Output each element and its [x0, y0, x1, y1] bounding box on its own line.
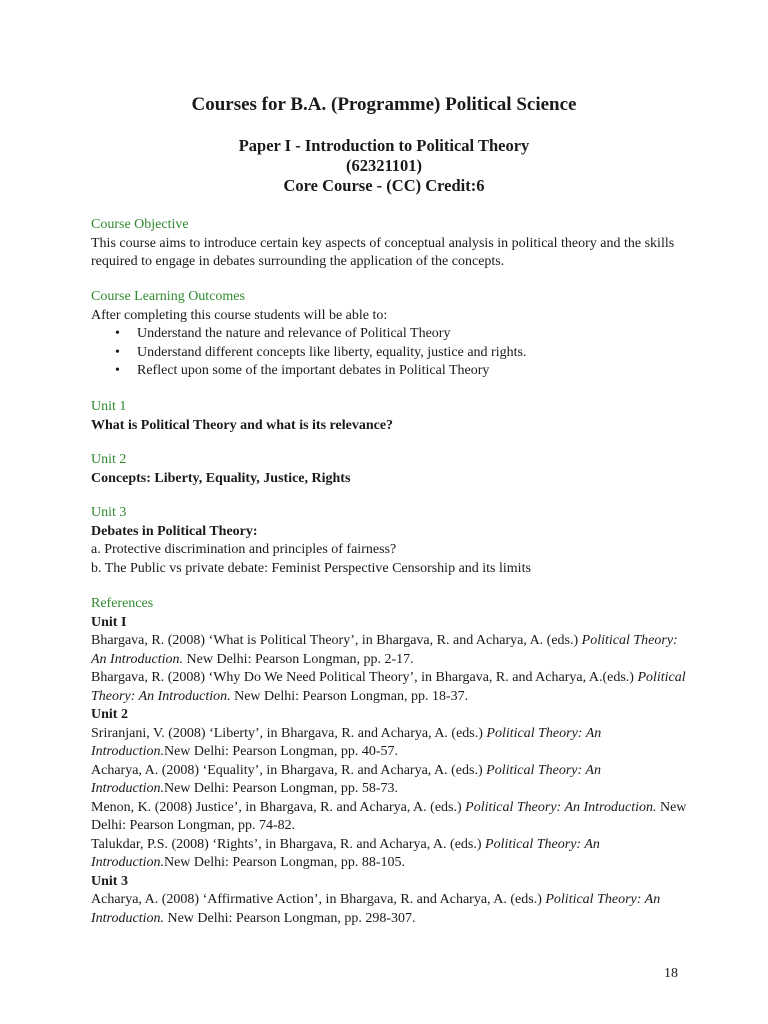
bullet-icon: • [115, 344, 120, 360]
references-unit-1-label: Unit I [91, 614, 127, 630]
unit-1-label: Unit 1 [91, 399, 127, 414]
references-unit-2-label: Unit 2 [91, 707, 128, 722]
reference-item: Talukdar, P.S. (2008) ‘Rights’, in Bhargava, R. and Acharya, A. (eds.) Political Theory: An Introduction.New Delhi: Pearson Longman, pp. 88-105. [91, 836, 600, 870]
references-section [91, 595, 691, 928]
reference-item: Bhargava, R. (2008) ‘What is Political Theory’, in Bhargava, R. and Acharya, A. (eds.) Political Theory: An Introduction. New Delhi: Pearson Longman, pp. 2-17. [91, 633, 678, 667]
reference-item: Sriranjani, V. (2008) ‘Liberty’, in Bhargava, R. and Acharya, A. (eds.) Political Theory: An Introduction.New Delhi: Pearson Longman, pp. 40-57. [91, 725, 602, 759]
paper-header [0, 136, 768, 196]
unit-3-section [91, 504, 691, 578]
page-title: Courses for B.A. (Programme) Political Science [191, 94, 577, 115]
unit-1-title: What is Political Theory and what is its relevance? [91, 417, 394, 433]
course-objective-text: This course aims to introduce certain key aspects of conceptual analysis in political theory and the skills required to engage in debates surrounding the application of the concepts. [91, 235, 675, 269]
references-heading: References [91, 596, 154, 611]
unit-3-title: Debates in Political Theory: [91, 523, 258, 539]
unit-3-label: Unit 3 [91, 505, 127, 520]
learning-outcomes-list [91, 325, 691, 381]
course-objective-section [91, 216, 691, 272]
paper-credit: Core Course - (CC) Credit:6 [283, 176, 485, 195]
learning-outcomes-intro: After completing this course students will be able to: [91, 307, 388, 323]
reference-item: Bhargava, R. (2008) ‘Why Do We Need Political Theory’, in Bhargava, R. and Acharya, A.(eds.) Political Theory: An Introduction. New Delhi: Pearson Longman, pp. 18-37. [91, 670, 686, 704]
reference-item: Acharya, A. (2008) ‘Equality’, in Bhargava, R. and Acharya, A. (eds.) Political Theory: An Introduction.New Delhi: Pearson Longman, pp. 58-73. [91, 762, 601, 796]
page-number: 18 [664, 966, 678, 981]
list-item: • Understand different concepts like liberty, equality, justice and rights. [91, 344, 691, 363]
bullet-icon: • [115, 326, 120, 341]
unit-2-section [91, 451, 691, 488]
course-objective-heading: Course Objective [91, 217, 189, 232]
paper-code: (62321101) [345, 156, 423, 175]
bullet-icon: • [115, 363, 120, 378]
reference-item: Acharya, A. (2008) ‘Affirmative Action’, in Bhargava, R. and Acharya, A. (eds.) Political Theory: An Introduction. New Delhi: Pearson Longman, pp. 298-307. [91, 892, 661, 926]
unit-3-line-a: a. Protective discrimination and principles of fairness? [91, 542, 397, 557]
paper-title: Paper I - Introduction to Political Theory [238, 136, 530, 155]
unit-2-title: Concepts: Liberty, Equality, Justice, Rights [91, 470, 351, 486]
unit-3-line-b: b. The Public vs private debate: Feminist Perspective Censorship and its limits [91, 560, 531, 576]
references-unit-3-label: Unit 3 [91, 873, 128, 889]
learning-outcomes-heading: Course Learning Outcomes [91, 289, 245, 304]
reference-item: Menon, K. (2008) Justice’, in Bhargava, R. and Acharya, A. (eds.) Political Theory: An Introduction. New Delhi: Pearson Longman, pp. 74-82. [91, 799, 687, 833]
list-item: • Reflect upon some of the important debates in Political Theory [91, 362, 691, 381]
list-item: • Understand the nature and relevance of Political Theory [91, 325, 691, 344]
learning-outcomes-section [91, 288, 691, 381]
unit-1-section [91, 398, 691, 435]
unit-2-label: Unit 2 [91, 452, 127, 467]
